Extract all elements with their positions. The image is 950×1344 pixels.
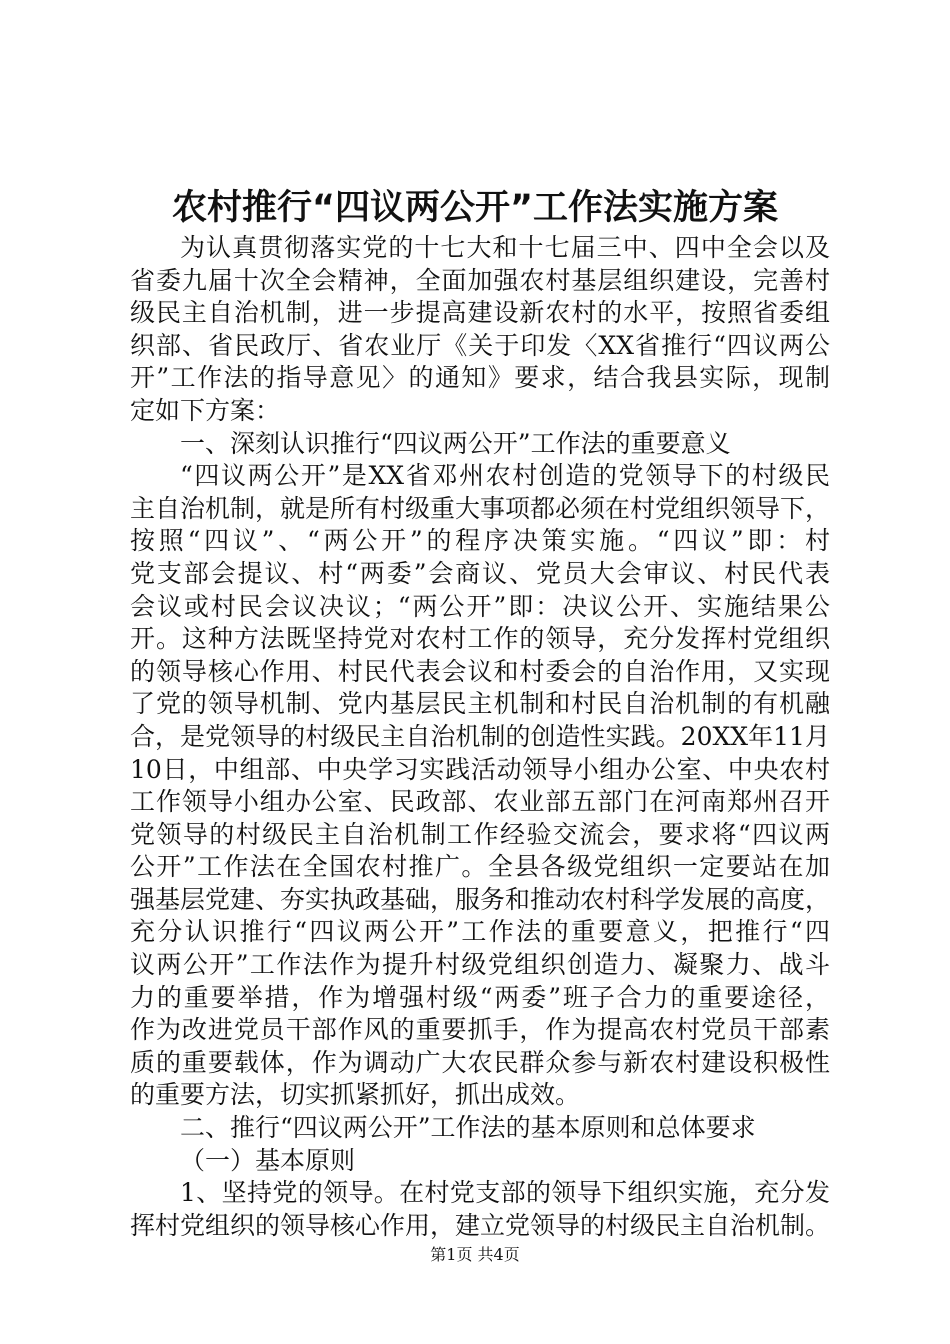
body-line: 1、坚持党的领导。在村党支部的领导下组织实施，充分发: [180, 1178, 830, 1208]
body-line: 省委九届十次全会精神，全面加强农村基层组织建设，完善村: [130, 265, 830, 295]
body-line: 主自治机制，就是所有村级重大事项都必须在村党组织领导下，: [130, 493, 830, 523]
body-line: 了党的领导机制、党内基层民主机制和村民自治机制的有机融: [130, 689, 830, 719]
section-heading: 二、推行“四议两公开”工作法的基本原则和总体要求: [180, 1113, 756, 1143]
body-line: 党领导的村级民主自治机制工作经验交流会，要求将“四议两: [130, 819, 830, 849]
body-line: 质的重要载体，作为调动广大农民群众参与新农村建设积极性: [130, 1047, 830, 1077]
body-line: 党支部会提议、村“两委”会商议、党员大会审议、村民代表: [130, 558, 830, 588]
body-line: 充分认识推行“四议两公开”工作法的重要意义，把推行“四: [130, 917, 830, 947]
body-line: 作为改进党员干部作风的重要抓手，作为提高农村党员干部素: [130, 1015, 830, 1045]
document-body: [130, 232, 830, 1242]
body-line: 为认真贯彻落实党的十七大和十七届三中、四中全会以及: [180, 233, 830, 262]
body-line: 定如下方案：: [130, 395, 281, 425]
body-line: 开。这种方法既坚持党对农村工作的领导，充分发挥村党组织: [130, 624, 830, 654]
body-line: 开”工作法的指导意见〉的通知》要求，结合我县实际，现制: [130, 363, 830, 393]
body-line: 议两公开”工作法作为提升村级党组织创造力、凝聚力、战斗: [130, 950, 830, 980]
body-line: 合，是党领导的村级民主自治机制的创造性实践。20XX年11月: [130, 721, 830, 751]
body-line: 的领导核心作用、村民代表会议和村委会的自治作用，又实现: [130, 656, 830, 686]
body-line: 级民主自治机制，进一步提高建设新农村的水平，按照省委组: [130, 298, 830, 328]
body-line: 工作领导小组办公室、民政部、农业部五部门在河南郑州召开: [130, 787, 830, 817]
section-heading: 一、深刻认识推行“四议两公开”工作法的重要意义: [180, 428, 731, 458]
body-line: 力的重要举措，作为增强村级“两委”班子合力的重要途径，: [130, 982, 830, 1012]
page-footer: 第1页 共4页: [430, 1245, 520, 1264]
body-line: 按照“四议”、“两公开”的程序决策实施。“四议”即：村: [130, 526, 830, 556]
body-line: 公开”工作法在全国农村推广。全县各级党组织一定要站在加: [130, 852, 830, 882]
body-line: 的重要方法，切实抓紧抓好，抓出成效。: [130, 1080, 581, 1110]
body-line: “四议两公开”是XX省邓州农村创造的党领导下的村级民: [180, 461, 830, 491]
body-line: 10日，中组部、中央学习实践活动领导小组办公室、中央农村: [130, 754, 830, 784]
body-line: 会议或村民会议决议；“两公开”即：决议公开、实施结果公: [130, 591, 830, 621]
body-line: 挥村党组织的领导核心作用，建立党领导的村级民主自治机制。: [130, 1210, 830, 1240]
subsection-heading: （一）基本原则: [180, 1145, 356, 1175]
body-line: 强基层党建、夯实执政基础，服务和推动农村科学发展的高度，: [130, 884, 830, 914]
document-title: 农村推行“四议两公开”工作法实施方案: [171, 188, 778, 228]
body-line: 织部、省民政厅、省农业厅《关于印发〈XX省推行“四议两公: [130, 330, 830, 360]
